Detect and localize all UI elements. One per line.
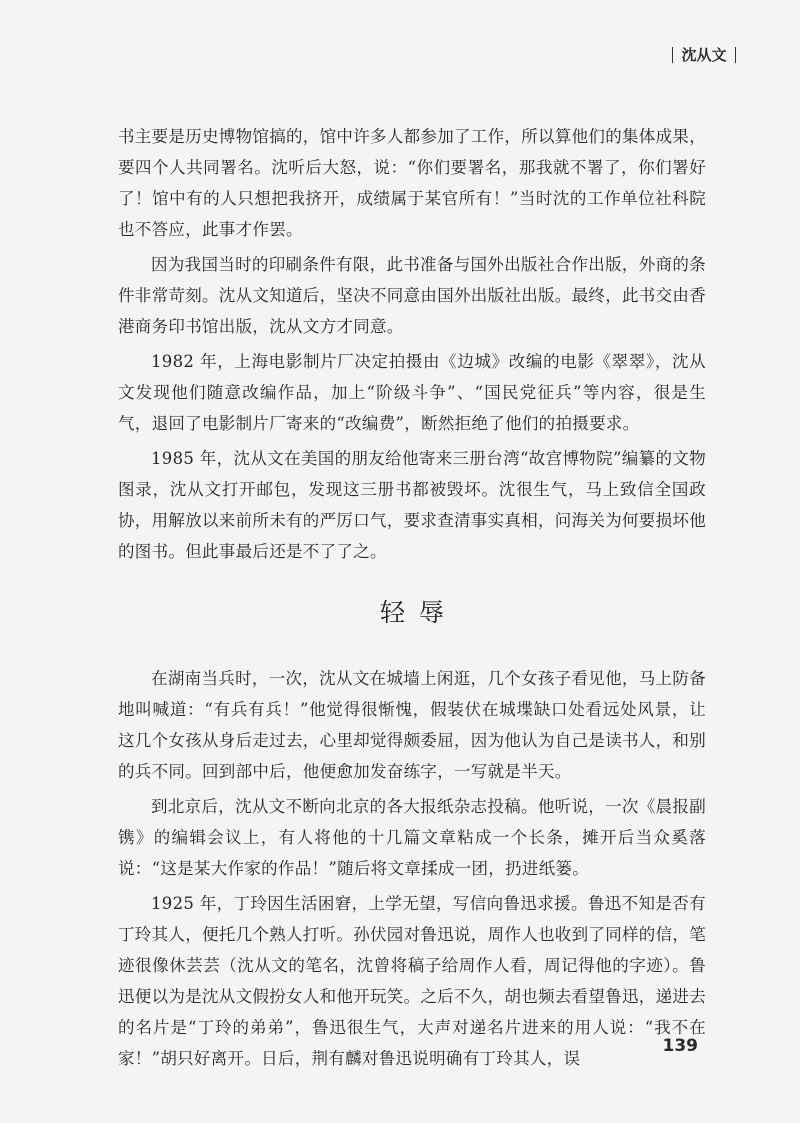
header-bar-left: [672, 47, 674, 63]
paragraph: 1982 年，上海电影制片厂决定拍摄由《边城》改编的电影《翠翠》，沈从文发现他们随意改编作品，加上“阶级斗争”、“国民党征兵”等内容，很是生气，退回了电影制片厂寄来的“改编费”，断然拒绝了他们的拍摄要求。: [118, 352, 706, 433]
paragraph: 1985 年，沈从文在美国的朋友给他寄来三册台湾“故宫博物院”编纂的文物图录，沈从文打开邮包，发现这三册书都被毁坏。沈很生气，马上致信全国政协，用解放以来前所未有的严厉口气，要求查清事实真相，问海关为何要损坏他的图书。但此事最后还是不了了之。: [118, 449, 706, 561]
page-number: 139: [662, 1036, 698, 1056]
body-text: [118, 121, 706, 1078]
paragraph: 在湖南当兵时，一次，沈从文在城墙上闲逛，几个女孩子看见他，马上防备地叫喊道：“有兵有兵！”他觉得很惭愧，假装伏在城堞缺口处看远处风景，让这几个女孩从身后走过去，心里却觉得颇委屈，因为他认为自己是读书人，和别的兵不同。回到部中后，他便愈加发奋练字，一写就是半天。: [118, 669, 706, 781]
running-header-title: 沈从文: [681, 46, 727, 64]
paragraph: 因为我国当时的印刷条件有限，此书准备与国外出版社合作出版，外商的条件非常苛刻。沈从文知道后，坚决不同意由国外出版社出版。最终，此书交由香港商务印书馆出版，沈从文方才同意。: [118, 255, 706, 336]
header-bar-right: [735, 47, 737, 63]
running-header: [672, 44, 736, 65]
paragraph: 1925 年，丁玲因生活困窘，上学无望，写信向鲁迅求援。鲁迅不知是否有丁玲其人，便托几个熟人打听。孙伏园对鲁迅说，周作人也收到了同样的信，笔迹很像休芸芸（沈从文的笔名，沈曾将稿子给周作人看，周记得他的字迹）。鲁迅便以为是沈从文假扮女人和他开玩笑。之后不久，胡也频去看望鲁迅，递进去的名片是“丁玲的弟弟”，鲁迅很生气，大声对递名片进来的用人说：“我不在家！”胡只好离开。日后，荆有麟对鲁迅说明确有丁玲其人，误: [118, 894, 706, 1068]
paragraph: 书主要是历史博物馆搞的，馆中许多人都参加了工作，所以算他们的集体成果，要四个人共同署名。沈听后大怒，说：“你们要署名，那我就不署了，你们署好了！馆中有的人只想把我挤开，成绩属于某官所有！”当时沈的工作单位社科院也不答应，此事才作罢。: [118, 127, 706, 239]
section-title: 轻辱: [379, 598, 458, 627]
paragraph: 到北京后，沈从文不断向北京的各大报纸杂志投稿。他听说，一次《晨报副镌》的编辑会议上，有人将他的十几篇文章粘成一个长条，摊开后当众奚落说：“这是某大作家的作品！”随后将文章揉成一团，扔进纸篓。: [118, 797, 706, 878]
